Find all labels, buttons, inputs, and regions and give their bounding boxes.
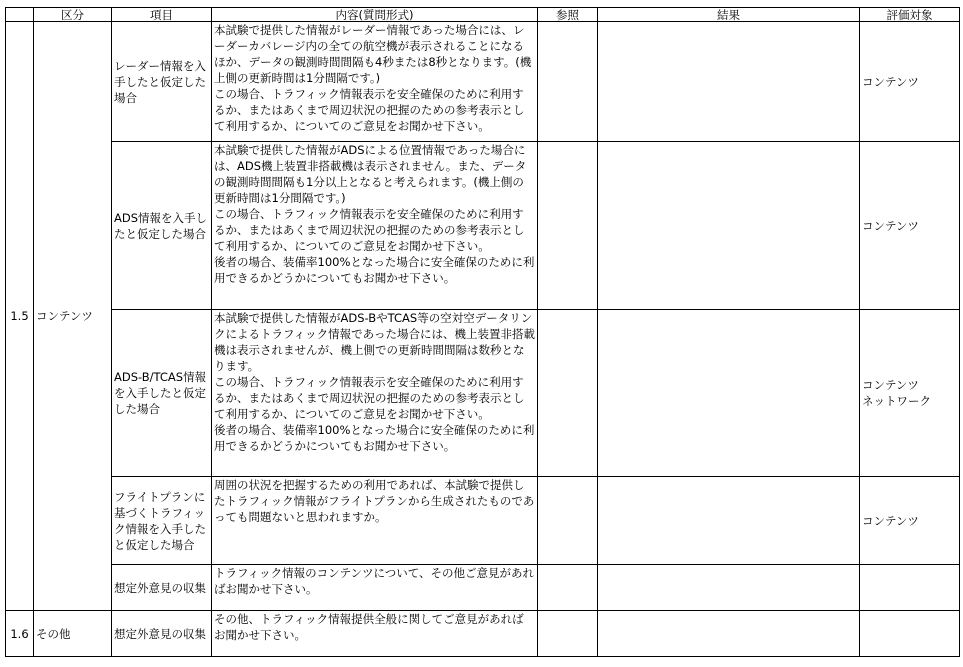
row-content: トラフィック情報のコンテンツについて、その他ご意見があればお聞かせ下さい。 [212,565,538,611]
row-item: 想定外意見の収集 [112,611,212,657]
header-result: 結果 [598,8,860,22]
row-reference[interactable] [538,142,598,310]
row-item: レーダー情報を入手したと仮定した場合 [112,22,212,142]
row-result[interactable] [598,477,860,565]
row-item: 想定外意見の収集 [112,565,212,611]
table-row [6,611,960,657]
row-item: ADS-B/TCAS情報を入手したと仮定した場合 [112,310,212,477]
row-item: フライトプランに基づくトラフィック情報を入手したと仮定した場合 [112,477,212,565]
row-item: ADS情報を入手したと仮定した場合 [112,142,212,310]
row-reference[interactable] [538,477,598,565]
row-content: 本試験で提供した情報がADSによる位置情報であった場合には、ADS機上装置非搭載機は表示されません。また、データの観測時間間隔も1分以上となると考えられます。(機上側の更新時間は1分間隔です。) この場合、トラフィック情報表示を安全確保のために利用するか、またはあくまで周辺状況の把握のための参考表示として利用するか、についてのご意見をお聞かせ下さい。 後者の場合、装備率100%となった場合に安全確保のために利用できるかどうかについてもお聞かせ下さい。 [212,142,538,310]
row-result[interactable] [598,611,860,657]
questionnaire-table [5,7,960,657]
row-result[interactable] [598,142,860,310]
table-row [6,142,960,310]
row-target: コンテンツ [860,142,960,310]
header-row [6,8,960,22]
row-content: その他、トラフィック情報提供全般に関してご意見があればお聞かせ下さい。 [212,611,538,657]
row-target: コンテンツ [860,477,960,565]
row-target [860,611,960,657]
table-row [6,565,960,611]
section-number: 1.5 [6,22,34,611]
header-target: 評価対象 [860,8,960,22]
header-item: 項目 [112,8,212,22]
header-reference: 参照 [538,8,598,22]
row-reference[interactable] [538,22,598,142]
row-result[interactable] [598,310,860,477]
row-content: 周囲の状況を把握するための利用であれば、本試験で提供したトラフィック情報がフライトプランから生成されたものであっても問題ないと思われますか。 [212,477,538,565]
row-result[interactable] [598,565,860,611]
row-target: コンテンツ [860,22,960,142]
row-reference[interactable] [538,611,598,657]
row-result[interactable] [598,22,860,142]
row-target: コンテンツ ネットワーク [860,310,960,477]
header-number [6,8,34,22]
header-content: 内容(質問形式) [212,8,538,22]
table-row [6,310,960,477]
row-content: 本試験で提供した情報がレーダー情報であった場合には、レーダーカバレージ内の全ての航空機が表示されることになるほか、データの観測時間間隔も4秒または8秒となります。(機上側の更新時間は1分間隔です。) この場合、トラフィック情報表示を安全確保のために利用するか、またはあくまで周辺状況の把握のための参考表示として利用するか、についてのご意見をお聞かせ下さい。 [212,22,538,142]
row-content: 本試験で提供した情報がADS-BやTCAS等の空対空データリンクによるトラフィック情報であった場合には、機上装置非搭載機は表示されませんが、機上側での更新時間間隔は数秒となります。 この場合、トラフィック情報表示を安全確保のために利用するか、またはあくまで周辺状況の把握のための参考表示として利用するか、についてのご意見をお聞かせ下さい。 後者の場合、装備率100%となった場合に安全確保のために利用できるかどうかについてもお聞かせ下さい。 [212,310,538,477]
section-number: 1.6 [6,611,34,657]
table-row [6,22,960,142]
table-row [6,477,960,565]
header-category: 区分 [34,8,112,22]
row-reference[interactable] [538,310,598,477]
row-target [860,565,960,611]
row-reference[interactable] [538,565,598,611]
section-category: その他 [34,611,112,657]
section-category: コンテンツ [34,22,112,611]
